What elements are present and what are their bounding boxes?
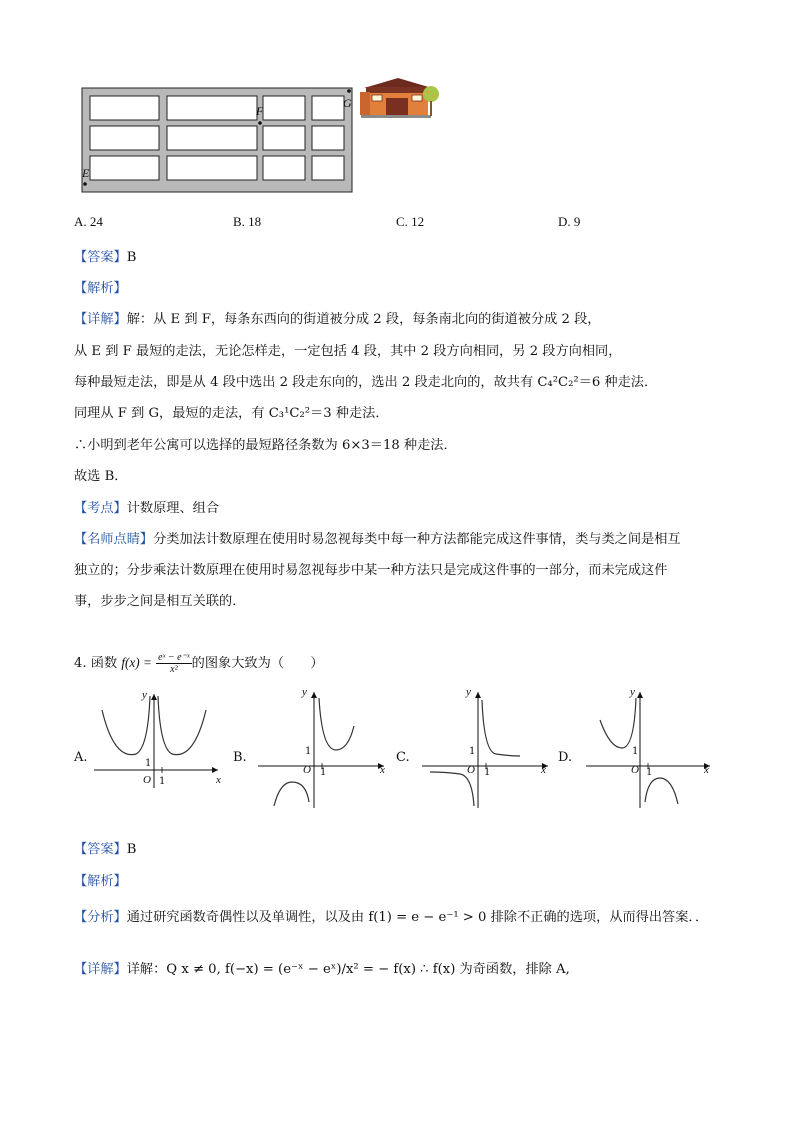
- graph-a-x: x: [216, 774, 221, 786]
- graph-c-x: x: [541, 764, 546, 776]
- option-b: B. 18: [233, 214, 262, 229]
- q3-teacher-line-2: 独立的；分步乘法计数原理在使用时易忽视每步中某一种方法只是完成这件事的一部分，而未完成这件: [74, 563, 668, 578]
- q3-detail-line-4: 同理从 F 到 G，最短的走法，有 C₃¹C₂²＝3 种走法．: [74, 406, 389, 421]
- graph-label-c: C.: [396, 750, 410, 765]
- graph-a: [92, 690, 222, 790]
- block: [90, 126, 159, 150]
- graph-c-one-x: 1: [484, 767, 491, 778]
- graph-label-d: D.: [558, 750, 573, 765]
- block: [312, 96, 344, 120]
- graph-b: [256, 690, 386, 810]
- point-e: [83, 182, 87, 186]
- graph-d-one-x: 1: [646, 767, 653, 778]
- block: [263, 126, 305, 150]
- option-a: A. 24: [74, 214, 103, 229]
- block: [312, 156, 344, 180]
- q3-teacher-line-1: 【名师点睛】分类加法计数原理在使用时易忽视每类中每一种方法都能完成这件事情，类与类之间是相互: [74, 532, 681, 547]
- q4-fraction: $\frac{\text{eˣ − e⁻ˣ}}{\text{x²}}$: [158, 652, 190, 675]
- q3-detail-line-3: 每种最短走法，即是从 4 段中选出 2 段走东向的，选出 2 段走北向的，故共有 C₄²C₂²＝6 种走法．: [74, 375, 658, 390]
- q3-teacher-line-3: 事，步步之间是相互关联的．: [74, 594, 246, 609]
- label-f: F: [256, 104, 264, 118]
- block: [263, 96, 305, 120]
- point-g: [347, 89, 351, 93]
- graph-d-y: y: [630, 686, 635, 698]
- q4-stem: 4. 函数 f(x) = $\frac{\text{eˣ − e⁻ˣ}}{\text{x²}}$ 的图象大致为（ ）: [74, 652, 324, 675]
- block: [167, 96, 257, 120]
- block: [167, 126, 257, 150]
- house-icon: [358, 74, 442, 120]
- block: [90, 156, 159, 180]
- q4-answer: 【答案】B: [74, 842, 137, 857]
- graph-d-x: x: [704, 764, 709, 776]
- graph-label-b: B.: [233, 750, 247, 765]
- q3-detail-line-1: 【详解】解：从 E 到 F，每条东西向的街道被分成 2 段，每条南北向的街道被分成 2 段，: [74, 312, 601, 327]
- graph-a-one-y: 1: [145, 758, 152, 769]
- q4-detail: 【详解】详解：Q x ≠ 0, f(−x) = (e⁻ˣ − eˣ)/x² = − f(x) ∴ f(x) 为奇函数，排除 A,: [74, 962, 570, 977]
- q3-answer: 【答案】B: [74, 250, 137, 265]
- graph-c: [420, 690, 552, 810]
- label-g: G: [343, 96, 352, 110]
- graph-d: [584, 690, 714, 810]
- q3-analysis-heading: 【解析】: [74, 281, 127, 296]
- graph-b-x: x: [380, 764, 385, 776]
- graph-d-one-y: 1: [632, 746, 639, 757]
- q3-detail-line-6: 故选 B．: [74, 469, 128, 484]
- graph-b-one-y: 1: [305, 746, 312, 757]
- q3-detail-line-2: 从 E 到 F 最短的走法，无论怎样走，一定包括 4 段，其中 2 段方向相同，另 2 段方向相同，: [74, 344, 622, 359]
- block: [167, 156, 257, 180]
- block: [263, 156, 305, 180]
- q3-kaodian: 【考点】计数原理、组合: [74, 501, 220, 516]
- graph-c-one-y: 1: [469, 746, 476, 757]
- graph-a-y: y: [142, 689, 147, 701]
- block: [312, 126, 344, 150]
- q4-fenxi: 【分析】通过研究函数奇偶性以及单调性，以及由 f(1) = e − e⁻¹ > 0 排除不正确的选项，从而得出答案．．: [74, 910, 709, 925]
- graph-a-one-x: 1: [159, 776, 166, 787]
- graph-c-y: y: [466, 686, 471, 698]
- graph-label-a: A.: [74, 750, 88, 765]
- graph-b-one-x: 1: [320, 767, 327, 778]
- graph-a-o: O: [143, 774, 151, 786]
- q3-detail-line-5: ∴小明到老年公寓可以选择的最短路径条数为 6×3＝18 种走法．: [74, 438, 457, 453]
- graph-c-o: O: [467, 764, 475, 776]
- label-e: E: [82, 166, 90, 180]
- option-c: C. 12: [396, 214, 425, 229]
- q4-analysis-heading: 【解析】: [74, 874, 127, 889]
- street-grid-figure: [78, 84, 368, 196]
- graph-b-y: y: [302, 686, 307, 698]
- block: [90, 96, 159, 120]
- graph-b-o: O: [303, 764, 311, 776]
- option-d: D. 9: [558, 214, 581, 229]
- point-f: [258, 121, 262, 125]
- graph-d-o: O: [631, 764, 639, 776]
